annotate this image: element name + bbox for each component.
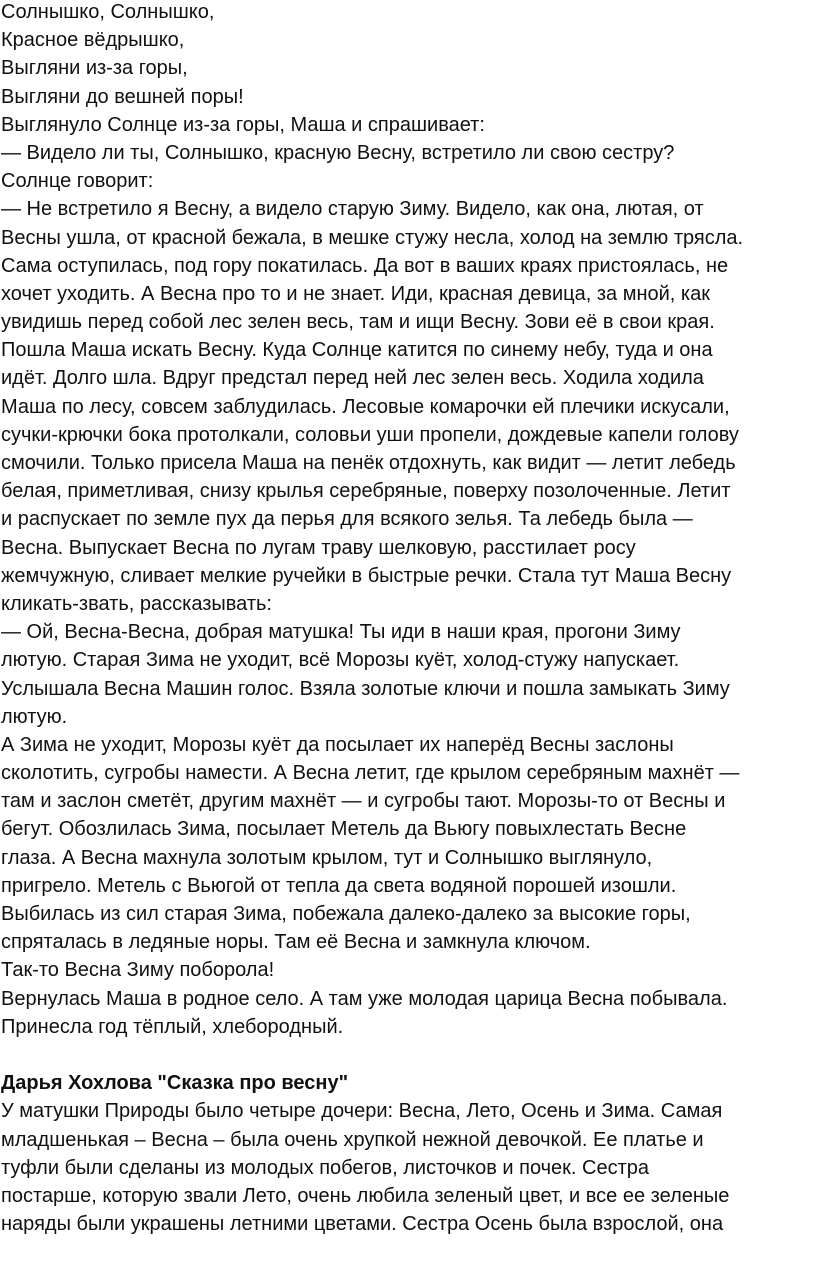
text-line: бегут. Обозлилась Зима, посылает Метель да Вьюгу повыхлестать Весне xyxy=(1,818,687,841)
text-line: Выглянуло Солнце из-за горы, Маша и спрашивает: xyxy=(1,113,485,136)
section-heading: Дарья Хохлова "Сказка про весну" xyxy=(1,1072,349,1095)
text-line: Услышала Весна Машин голос. Взяла золотые ключи и пошла замыкать Зиму xyxy=(1,677,730,700)
text-line: Весны ушла, от красной бежала, в мешке стужу несла, холод на землю трясла. xyxy=(1,226,744,249)
text-line: спряталась в ледяные норы. Там её Весна и замкнула ключом. xyxy=(1,931,591,954)
text-line: жемчужную, сливает мелкие ручейки в быстрые речки. Стала тут Маша Весну xyxy=(1,564,732,587)
text-line: лютую. Старая Зима не уходит, всё Морозы куёт, холод-стужу напускает. xyxy=(1,649,680,672)
text-line: Сама оступилась, под гору покатилась. Да вот в ваших краях пристоялась, не xyxy=(1,254,729,277)
text-line: туфли были сделаны из молодых побегов, листочков и почек. Сестра xyxy=(1,1156,650,1179)
text-line: А Зима не уходит, Морозы куёт да посылает их наперёд Весны заслоны xyxy=(1,733,674,756)
paragraph-gap xyxy=(0,1041,816,1069)
text-line: лютую. xyxy=(1,705,68,728)
text-line: — Не встретило я Весну, а видело старую Зиму. Видело, как она, лютая, от xyxy=(1,198,704,221)
text-line: глаза. А Весна махнула золотым крылом, тут и Солнышко выглянуло, xyxy=(1,846,653,869)
poem xyxy=(0,0,816,111)
story-text xyxy=(0,111,816,1041)
text-line: сучки-крючки бока протолкали, соловьи уши пропели, дождевые капели голову xyxy=(1,423,739,446)
text-line: хочет уходить. А Весна про то и не знает. Иди, красная девица, за мной, как xyxy=(1,282,710,305)
text-line: Вернулась Маша в родное село. А там уже молодая царица Весна побывала. xyxy=(1,987,728,1010)
text-line: постарше, которую звали Лето, очень любила зеленый цвет, и все ее зеленые xyxy=(1,1184,730,1207)
text-line: пригрело. Метель с Вьюгой от тепла да света водяной порошей изошли. xyxy=(1,874,677,897)
text-line: Маша по лесу, совсем заблудилась. Лесовые комарочки ей плечики искусали, xyxy=(1,395,730,418)
text-line: — Ой, Весна-Весна, добрая матушка! Ты иди в наши края, прогони Зиму xyxy=(1,621,681,644)
text-line: сколотить, сугробы намести. А Весна летит, где крылом серебряным махнёт — xyxy=(1,762,740,785)
text-line: и распускает по земле пух да перья для всякого зелья. Та лебедь была — xyxy=(1,508,693,531)
poem-line: Выгляни до вешней поры! xyxy=(1,85,244,108)
text-line: младшенькая – Весна – была очень хрупкой нежной девочкой. Ее платье и xyxy=(1,1128,704,1151)
text-line: идёт. Долго шла. Вдруг предстал перед ней лес зелен весь. Ходила ходила xyxy=(1,367,704,390)
text-line: смочили. Только присела Маша на пенёк отдохнуть, как видит — летит лебедь xyxy=(1,452,736,474)
text-line: Выбилась из сил старая Зима, побежала далеко-далеко за высокие горы, xyxy=(1,903,691,925)
text-line: кликать-звать, рассказывать: xyxy=(1,592,272,615)
text-line: Принесла год тёплый, хлебородный. xyxy=(1,1015,344,1038)
text-line: Так-то Весна Зиму поборола! xyxy=(1,959,275,982)
text-line: белая, приметливая, снизу крылья серебряные, поверху позолоченные. Летит xyxy=(1,480,731,503)
poem-line: Выгляни из-за горы, xyxy=(1,57,188,80)
second-story-text xyxy=(0,1097,816,1238)
poem-line: Красное вёдрышко, xyxy=(1,29,185,52)
text-line: Пошла Маша искать Весну. Куда Солнце катится по синему небу, туда и она xyxy=(1,339,713,362)
text-line: У матушки Природы было четыре дочери: Весна, Лето, Осень и Зима. Самая xyxy=(1,1100,723,1123)
text-line: Солнце говорит: xyxy=(1,170,154,193)
text-line: там и заслон сметёт, другим махнёт — и сугробы тают. Морозы-то от Весны и xyxy=(1,790,726,813)
text-line: увидишь перед собой лес зелен весь, там и ищи Весну. Зови её в свои края. xyxy=(1,311,715,334)
text-line: Весна. Выпускает Весна по лугам траву шелковую, расстилает росу xyxy=(1,536,636,559)
text-line: наряды были украшены летними цветами. Сестра Осень была взрослой, она xyxy=(1,1213,724,1236)
text-line: — Видело ли ты, Солнышко, красную Весну, встретило ли свою сестру? xyxy=(1,141,675,164)
poem-line: Солнышко, Солнышко, xyxy=(1,1,215,23)
